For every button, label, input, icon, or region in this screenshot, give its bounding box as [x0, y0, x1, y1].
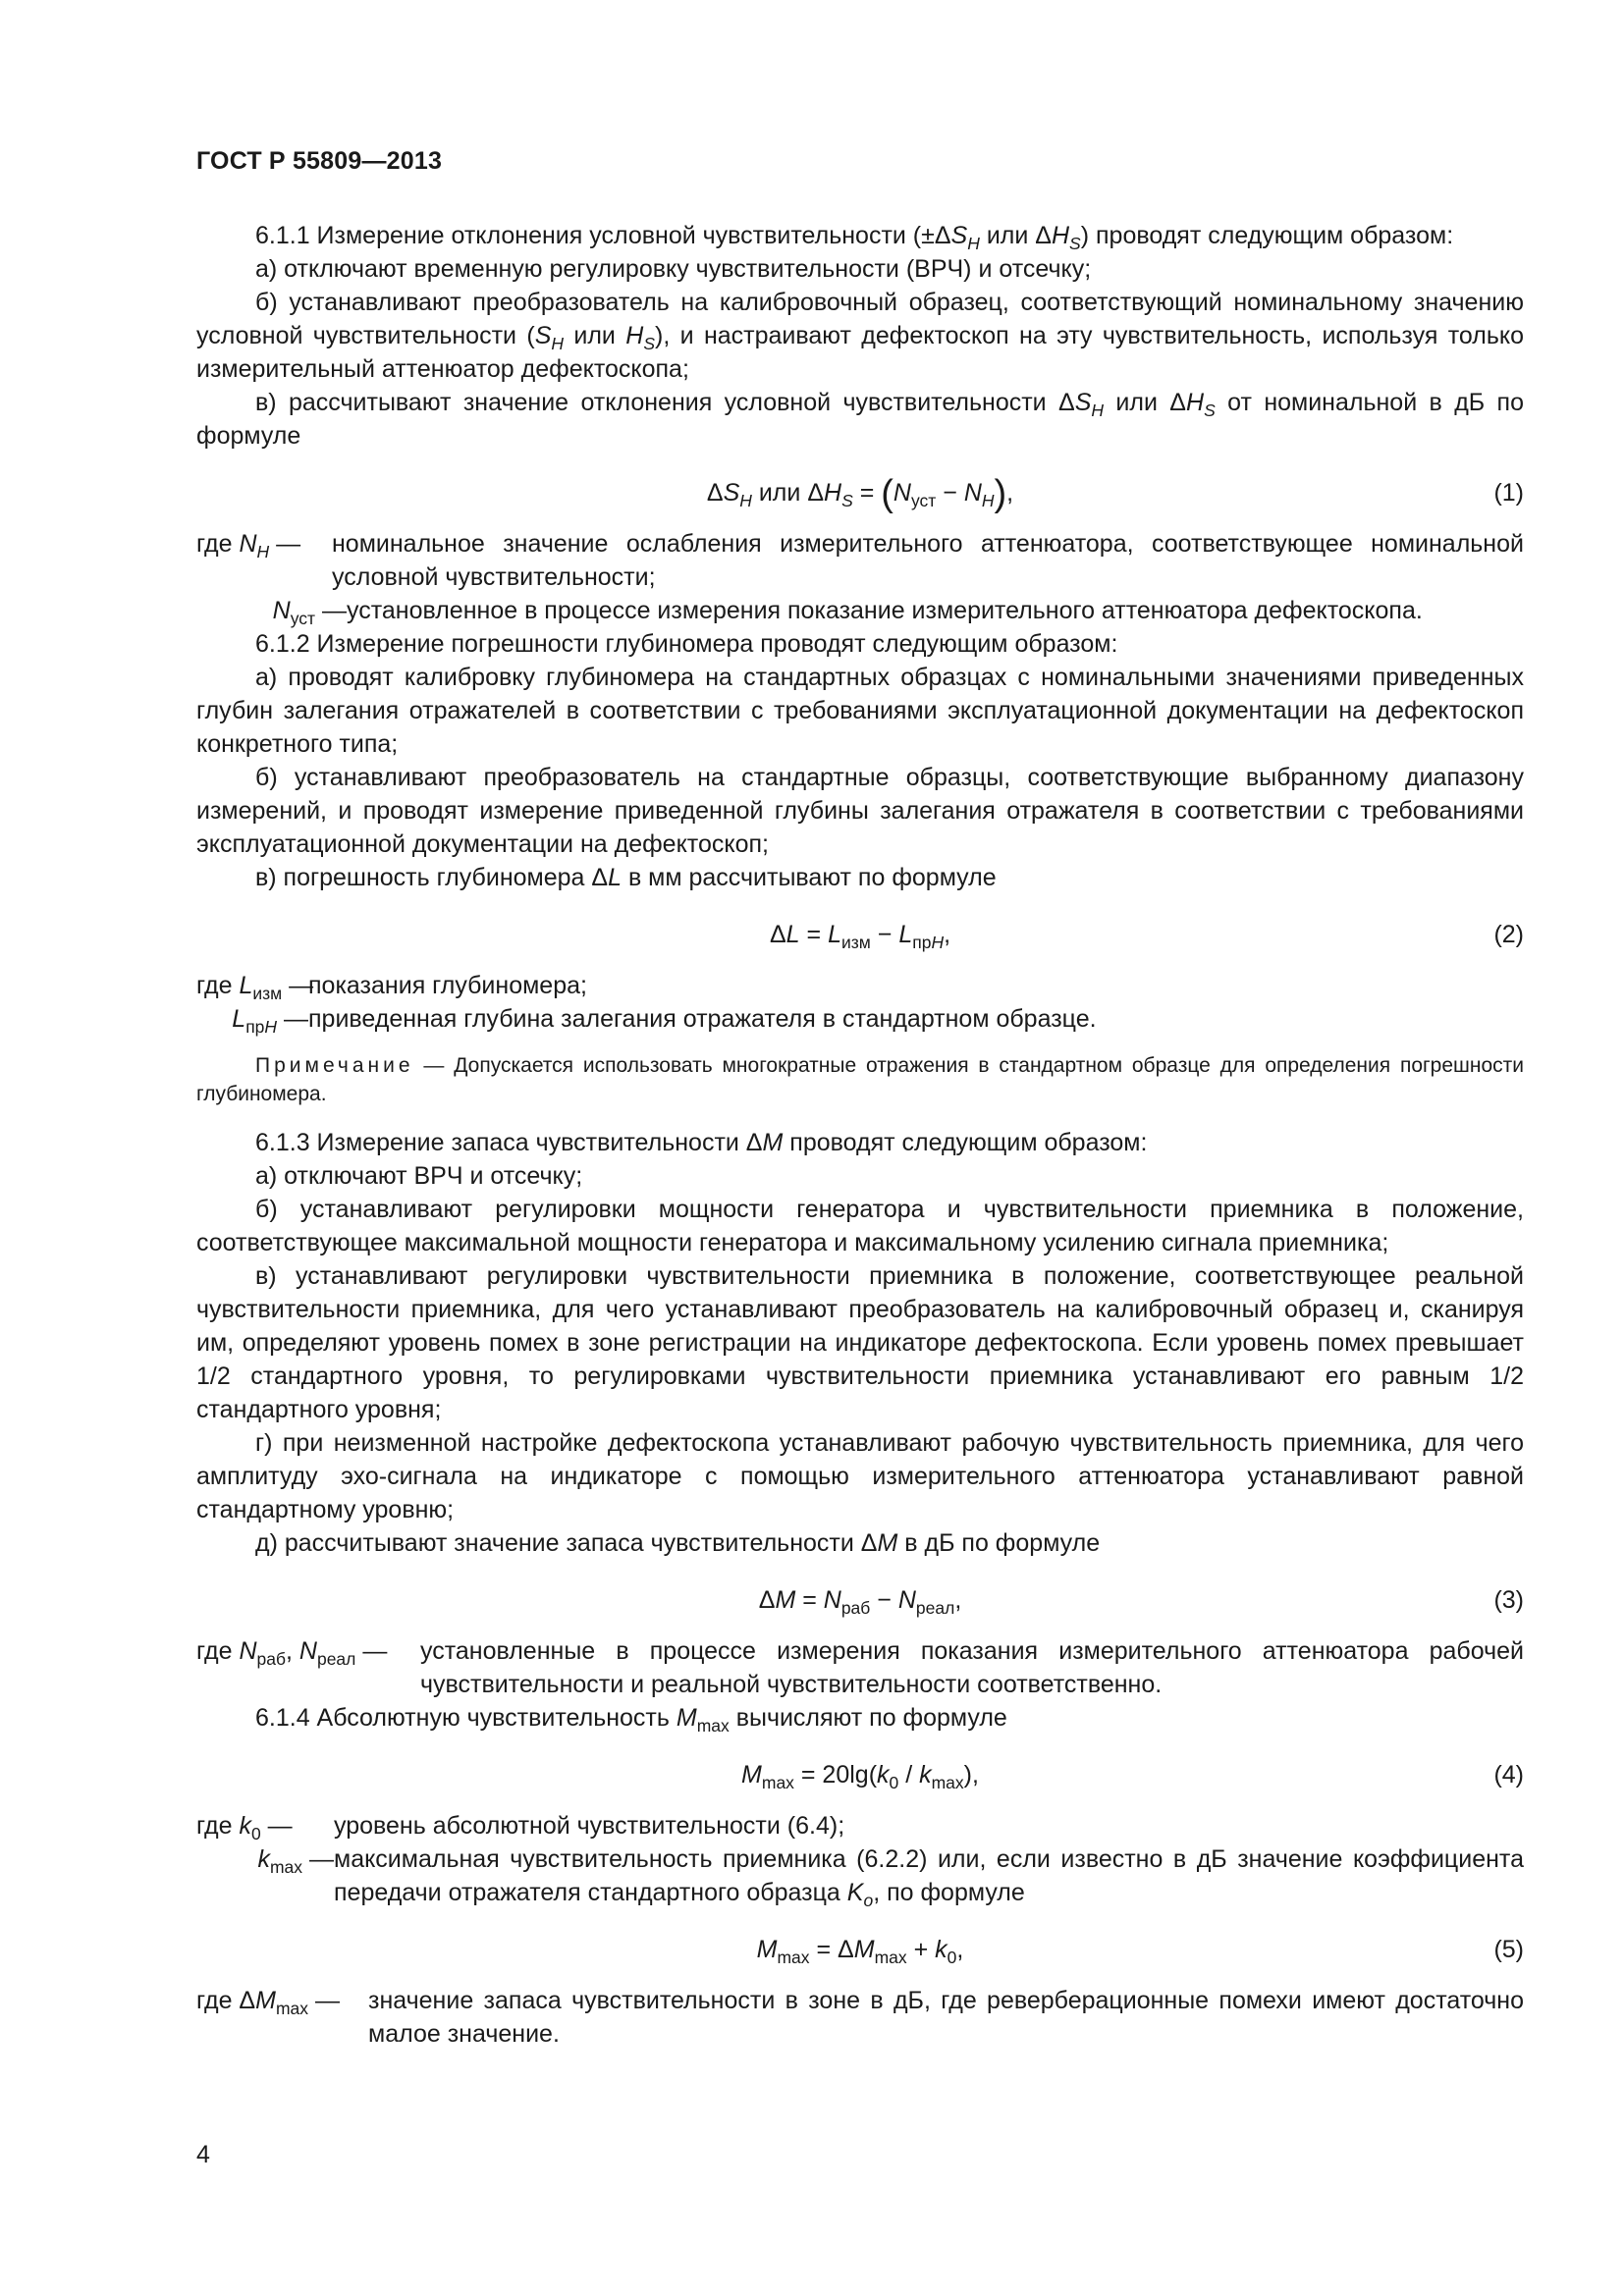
formula-5-number: (5) — [1493, 1936, 1524, 1963]
document-body — [196, 219, 1524, 2051]
where-l-pr-h: $L_{прH}$ — приведенная глубина залегания отражателя в стандартном образце. — [232, 1005, 1097, 1037]
clause-6-1-3-item-a: а) отключают ВРЧ и отсечку; — [255, 1162, 583, 1190]
formula-2-number: (2) — [1493, 921, 1524, 948]
formula-4-number: (4) — [1493, 1761, 1524, 1789]
formula-3: $\Delta M = N_{раб} - N_{реал}$, (3) — [196, 1583, 1524, 1617]
clause-6-1-1-item-b: б) устанавливают преобразователь на калибровочный образец, соответствующий номинальному значению условной чувствительности ($S_H$ или $H_S$), и настраивают дефектоскоп на эту чувствительность, используя только измерительный аттенюатор дефектоскопа; — [196, 289, 1524, 383]
clause-6-1-3-item-d: г) при неизменной настройке дефектоскопа устанавливают рабочую чувствительность приемника, для чего амплитуду эхо-сигнала на индикаторе с помощью измерительного аттенюатора устанавливают равной стандартному уровню; — [196, 1429, 1524, 1523]
note: Примечание — Допускается использовать многократные отражения в стандартном образце для определения погрешности глубиномера. — [196, 1054, 1524, 1105]
clause-6-1-1-intro: 6.1.1 Измерение отклонения условной чувствительности ($\pm\Delta S_H$ или $\Delta H_S$) проводят следующим образом: — [255, 222, 1454, 253]
formula-1: $\Delta S_H$ или $\Delta H_S = (N_{уст} - N_H)$, (1) — [706, 473, 1524, 514]
page-number: 4 — [196, 2141, 210, 2168]
where-n-ust: $N_{уст}$ — установленное в процессе измерения показание измерительного аттенюатора дефектоскопа. — [272, 597, 1423, 628]
clause-6-1-2-item-b: б) устанавливают преобразователь на стандартные образцы, соответствующие выбранному диапазону измерений, и проводят измерение приведенной глубины залегания отражателя в соответствии с требованиями эксплуатационной документации на дефектоскоп; — [196, 764, 1524, 858]
formula-2: $\Delta L = L_{изм} - L_{прH}$, (2) — [196, 918, 1524, 951]
where-delta-mmax: где $\Delta M_{max}$ — значение запаса чувствительности в зоне в дБ, где реверберационные помехи имеют достаточно малое значение. — [196, 1987, 1524, 2048]
standard-header: ГОСТ Р 55809—2013 — [196, 147, 443, 175]
formula-5: $M_{max} = \Delta M_{max} + k_0$, (5) — [196, 1933, 1524, 1966]
clause-6-1-1-item-a: а) отключают временную регулировку чувствительности (ВРЧ) и отсечку; — [255, 255, 1092, 283]
clause-6-1-3-item-c: в) устанавливают регулировки чувствительности приемника в положение, соответствующее реальной чувствительности приемника, для чего устанавливают преобразователь на калибровочный образец и, сканируя им, определяют уровень помех в зоне регистрации на индикаторе дефектоскопа. Если уровень помех превышает 1/2 стандартного уровня, то регулировками чувствительности приемника устанавливают его равным 1/2 стандартного уровня; — [196, 1262, 1524, 1423]
where-k0: где $k_0$ — уровень абсолютной чувствительности (6.4); — [196, 1812, 845, 1843]
formula-1-number: (1) — [1493, 479, 1524, 507]
where-n-h: где $N_H$ — номинальное значение ослабления измерительного аттенюатора, соответствующее номинальной условной чувствительности; — [196, 530, 1524, 591]
clause-6-1-4-intro: 6.1.4 Абсолютную чувствительность $M_{max}$ вычисляют по формуле — [255, 1704, 1007, 1735]
clause-6-1-2-intro: 6.1.2 Измерение погрешности глубиномера проводят следующим образом: — [255, 630, 1118, 658]
where-kmax: $k_{max}$ — максимальная чувствительность приемника (6.2.2) или, если известно в дБ значение коэффициента передачи отражателя стандартного образца $K_o$, по формуле — [257, 1845, 1524, 1910]
where-l-izm: где $L_{изм}$ — показания глубиномера; — [196, 972, 587, 1003]
clause-6-1-2-item-c: в) погрешность глубиномера ΔL в мм рассчитывают по формуле — [255, 864, 997, 891]
clause-6-1-1-item-c: в) рассчитывают значение отклонения условной чувствительности $\Delta S_H$ или $\Delta H_S$ от номинальной в дБ по формуле — [196, 389, 1525, 450]
where-n-rab-real: где $N_{раб}$, $N_{реал}$ — установленные в процессе измерения показания измерительного аттенюатора рабочей чувствительности и реальной чувствительности соответственно. — [196, 1637, 1524, 1698]
clause-6-1-3-item-e: д) рассчитывают значение запаса чувствительности ΔM в дБ по формуле — [255, 1529, 1101, 1557]
clause-6-1-3-item-b: б) устанавливают регулировки мощности генератора и чувствительности приемника в положение, соответствующее максимальной мощности генератора и максимальному усилению сигнала приемника; — [196, 1196, 1524, 1256]
document-page — [196, 147, 1524, 2051]
clause-6-1-3-intro: 6.1.3 Измерение запаса чувствительности ΔM проводят следующим образом: — [255, 1129, 1148, 1156]
formula-4: $M_{max} = 20\lg(k_0 / k_{max})$, (4) — [196, 1758, 1524, 1791]
formula-3-number: (3) — [1493, 1586, 1524, 1614]
clause-6-1-2-item-a: а) проводят калибровку глубиномера на стандартных образцах с номинальными значениями приведенных глубин залегания отражателей в соответствии с требованиями эксплуатационной документации на дефектоскоп конкретного типа; — [196, 664, 1524, 758]
